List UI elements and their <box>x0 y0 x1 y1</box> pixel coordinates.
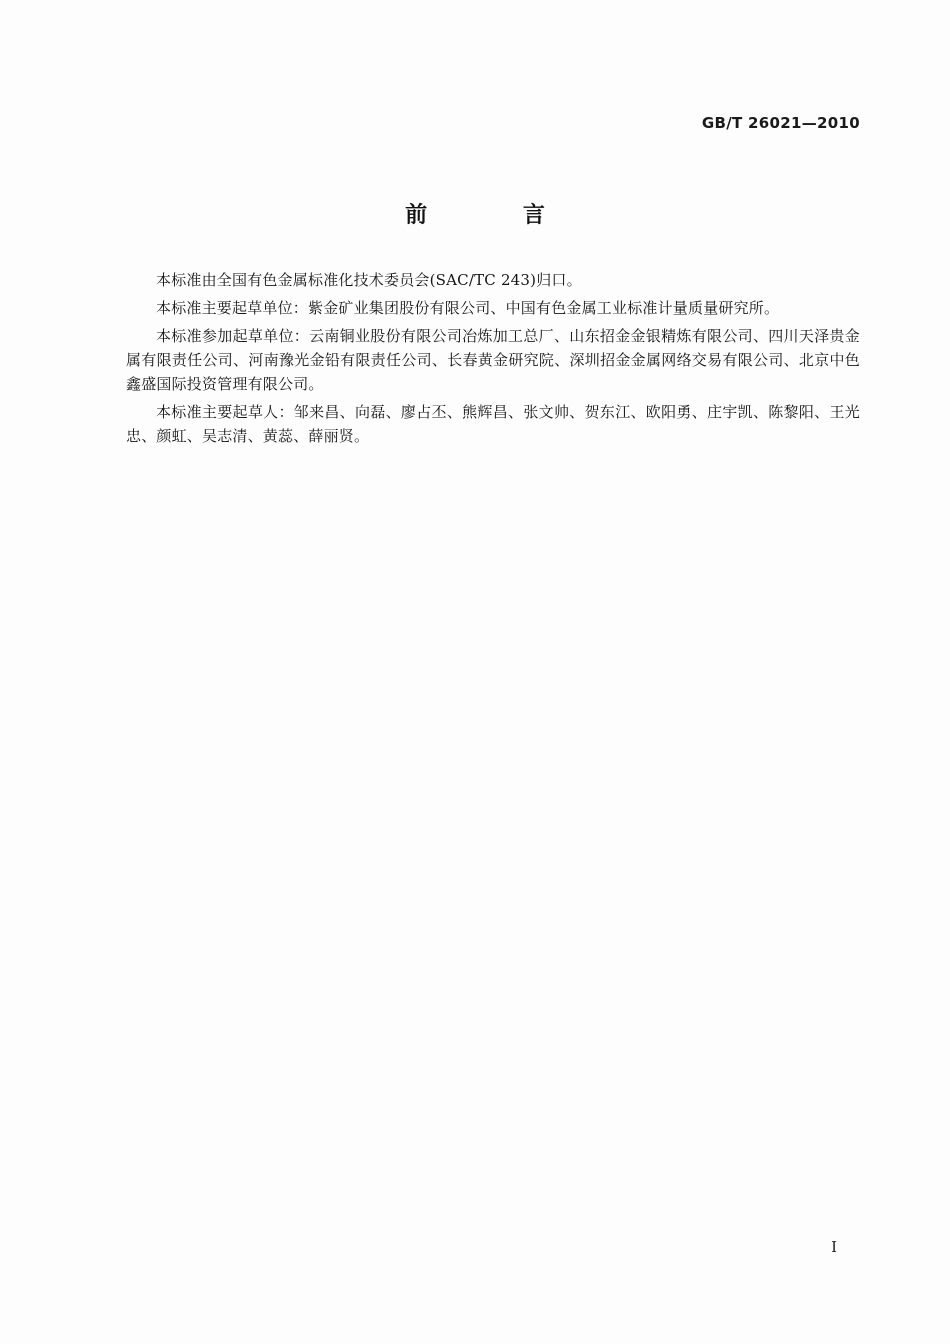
standard-code: GB/T 26021—2010 <box>701 114 860 132</box>
page-number: I <box>831 1238 837 1256</box>
paragraph-responsible-committee: 本标准由全国有色金属标准化技术委员会(SAC/TC 243)归口。 <box>156 271 582 289</box>
paragraph-main-drafting-units: 本标准主要起草单位：紫金矿业集团股份有限公司、中国有色金属工业标准计量质量研究所。 <box>156 299 780 317</box>
paragraph-main-drafters: 本标准主要起草人：邹来昌、向磊、廖占丕、熊辉昌、张文帅、贺东江、欧阳勇、庄宇凯、陈黎阳、王光忠、颜虹、吴志清、黄蕊、薛丽贤。 <box>126 403 860 445</box>
paragraph-participating-units: 本标准参加起草单位：云南铜业股份有限公司冶炼加工总厂、山东招金金银精炼有限公司、四川天泽贵金属有限责任公司、河南豫光金铅有限责任公司、长春黄金研究院、深圳招金金属网络交易有限公司、北京中色鑫盛国际投资管理有限公司。 <box>126 327 860 393</box>
foreword-body <box>126 268 860 452</box>
section-title: 前 言 <box>405 203 589 228</box>
